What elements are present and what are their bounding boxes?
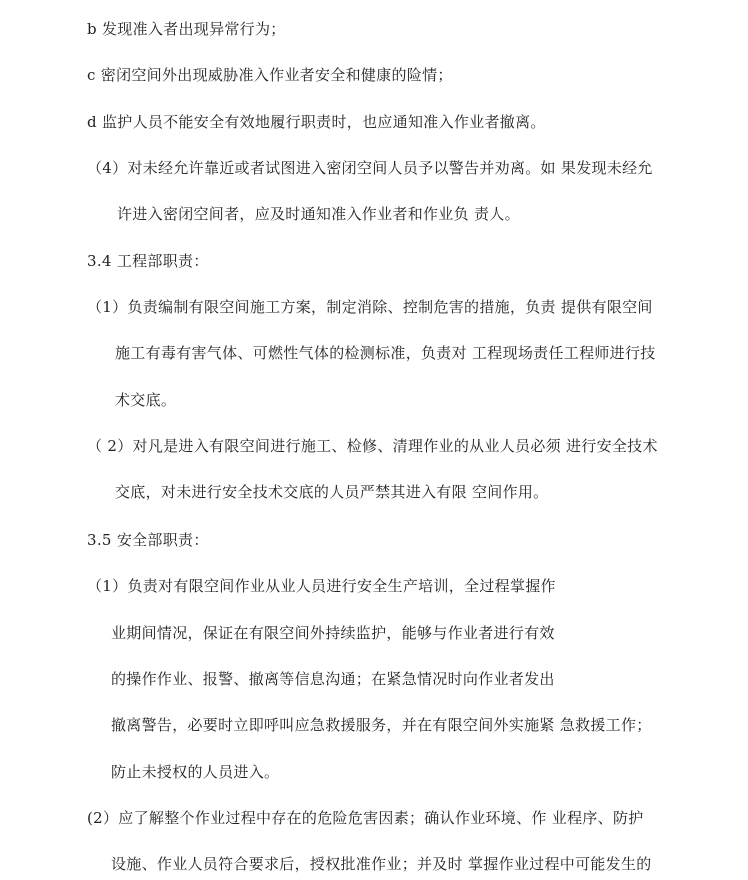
text-line: 术交底。 (115, 391, 177, 409)
text-line: 交底，对未进行安全技术交底的人员严禁其进入有限 空间作用。 (115, 483, 549, 501)
text-line: 业期间情况，保证在有限空间外持续监护，能够与作业者进行有效 (111, 624, 555, 642)
text-line: 设施、作业人员符合要求后，授权批准作业；并及时 掌握作业过程中可能发生的 (111, 855, 652, 873)
text-line: (2）应了解整个作业过程中存在的危险危害因素；确认作业环境、作 业程序、防护 (87, 809, 644, 827)
text-line: （1）负责对有限空间作业从业人员进行安全生产培训，全过程掌握作 (87, 577, 556, 595)
text-line: （4）对未经允许靠近或者试图进入密闭空间人员予以警告并劝离。如 果发现未经允 (87, 159, 653, 177)
section-heading: 3.4 工程部职责： (87, 252, 209, 270)
text-line: 许进入密闭空间者，应及时通知准入作业者和作业负 责人。 (117, 205, 520, 223)
text-line: b 发现准入者出现异常行为； (87, 20, 286, 38)
text-line: 的操作作业、报警、撤离等信息沟通；在紧急情况时向作业者发出 (111, 670, 555, 688)
text-line: 撤离警告，必要时立即呼叫应急救援服务，并在有限空间外实施紧 急救援工作； (111, 716, 652, 734)
text-line: d 监护人员不能安全有效地履行职责时，也应通知准入作业者撤离。 (87, 113, 546, 131)
section-heading: 3.5 安全部职责： (87, 531, 209, 549)
text-line: （1）负责编制有限空间施工方案，制定消除、控制危害的措施，负责 提供有限空间 (87, 298, 653, 316)
text-line: 防止未授权的人员进入。 (111, 763, 280, 781)
text-line: （ 2）对凡是进入有限空间进行施工、检修、清理作业的从业人员必须 进行安全技术 (87, 437, 658, 455)
text-line: 施工有毒有害气体、可燃性气体的检测标准，负责对 工程现场责任工程师进行技 (115, 344, 656, 362)
text-line: c 密闭空间外出现威胁准入作业者安全和健康的险情； (87, 66, 453, 84)
